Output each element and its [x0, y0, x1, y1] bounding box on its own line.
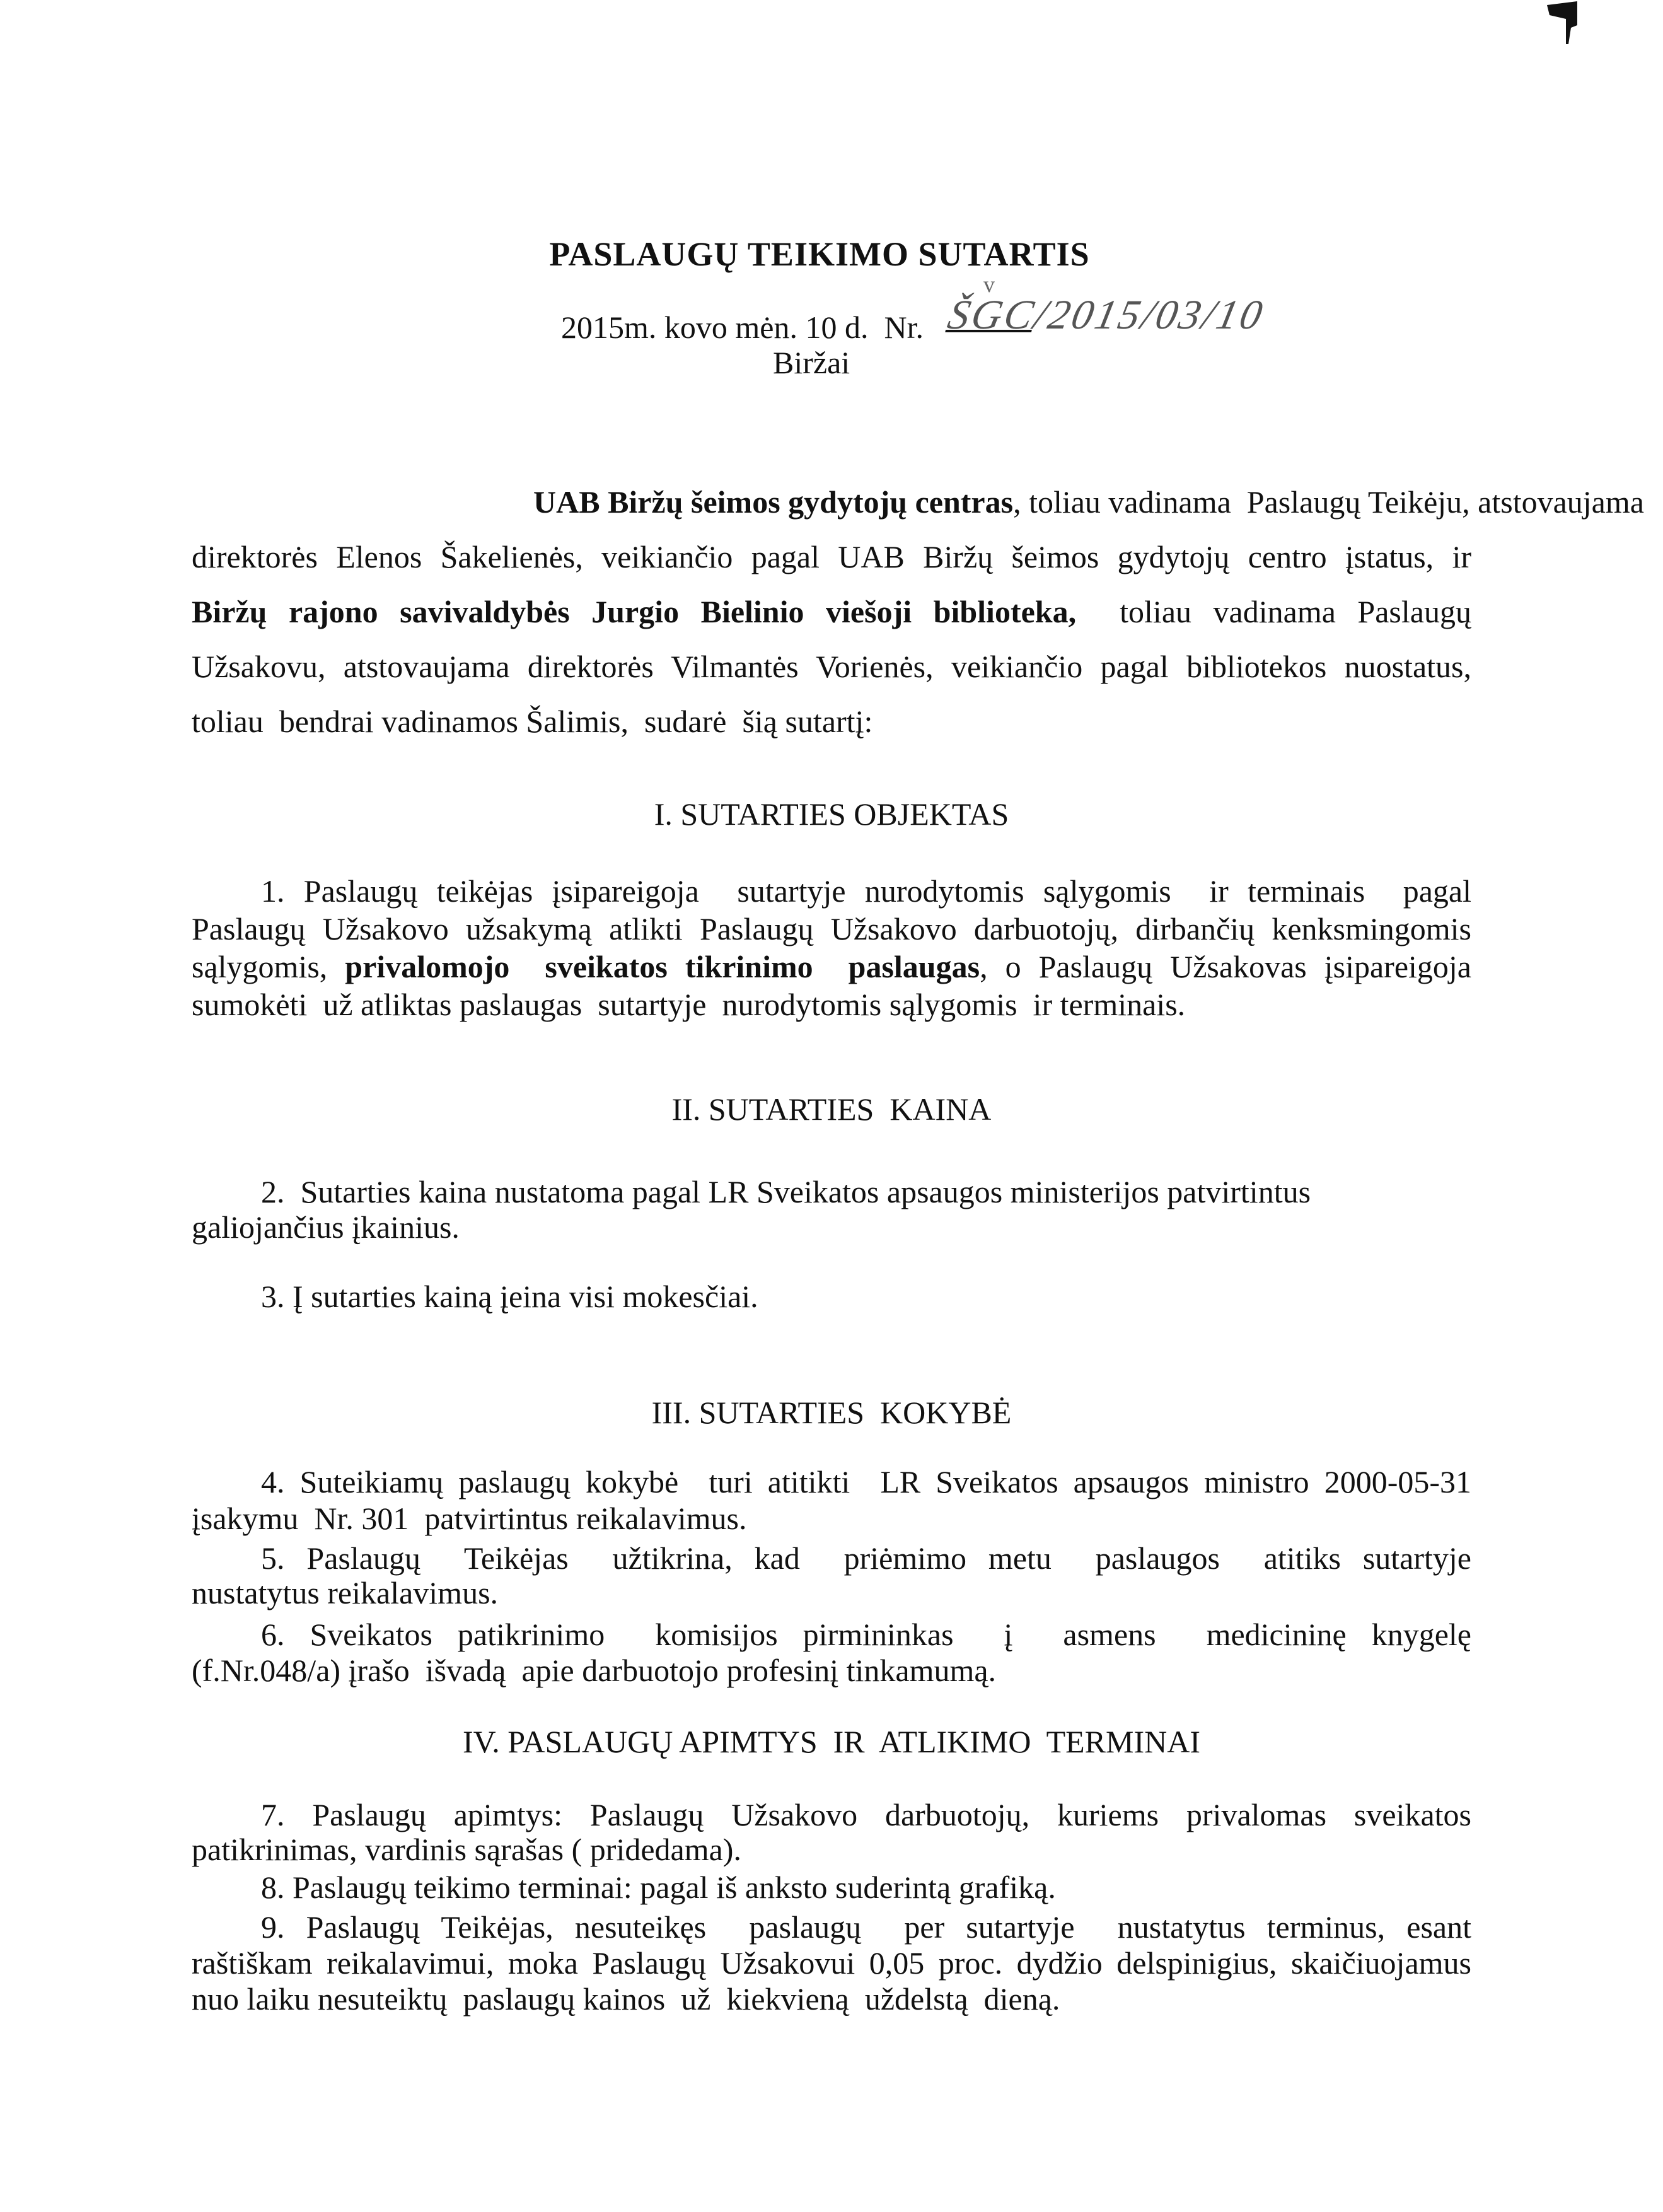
intro-paragraph [192, 475, 1644, 749]
text-segment: raštiškam reikalavimui, moka Paslaugų Užsakovui 0,05 proc. dydžio delspinigius, skaičiuojamus [192, 1945, 1471, 1981]
clause-4 [192, 1464, 1471, 1537]
text-segment: toliau bendrai vadinamos Šalimis, sudarė šią sutartį: [192, 704, 873, 739]
text-line [192, 1576, 1471, 1610]
text-segment: 5. Paslaugų Teikėjas užtikrina, kad priėmimo metu paslaugos atitiks sutartyje [261, 1540, 1471, 1576]
text-segment: Užsakovu, atstovaujama direktorės Vilmantės Vorienės, veikiančio pagal bibliotekos nuostatus, [192, 649, 1471, 684]
text-line [192, 910, 1471, 948]
text-segment: nustatytus reikalavimus. [192, 1575, 499, 1610]
handwritten-number-prefix: ŠGC [944, 292, 1040, 338]
text-line [192, 530, 1471, 585]
text-segment: 2. Sutarties kaina nustatoma pagal LR Sveikatos apsaugos ministerijos patvirtintus [261, 1174, 1311, 1209]
text-line [192, 1981, 1471, 2017]
clause-6 [192, 1617, 1471, 1689]
text-segment: galiojančius įkainius. [192, 1209, 460, 1245]
text-segment: patikrinimas, vardinis sąrašas ( pridedama). [192, 1832, 741, 1867]
text-line [192, 639, 1471, 694]
text-segment: 7. Paslaugų apimtys: Paslaugų Užsakovo darbuotojų, kuriems privalomas sveikatos [261, 1797, 1471, 1832]
clause-3 [192, 1279, 1471, 1314]
text-line [192, 948, 1471, 986]
clause-5 [192, 1541, 1471, 1610]
document-title: PASLAUGŲ TEIKIMO SUTARTIS [549, 235, 1090, 273]
text-line [192, 1832, 1471, 1867]
text-segment: direktorės Elenos Šakelienės, veikiančio pagal UAB Biržų šeimos gydytojų centro įstatus, ir [192, 539, 1471, 574]
text-line [192, 585, 1471, 639]
text-segment: , o Paslaugų Užsakovas įsipareigoja [980, 949, 1471, 984]
text-segment: sumokėti už atliktas paslaugas sutartyje nurodytomis sąlygomis ir terminais. [192, 987, 1186, 1022]
text-line [192, 1209, 1471, 1245]
text-line [192, 1798, 1471, 1832]
text-line [192, 1541, 1471, 1576]
clause-1 [192, 872, 1471, 1023]
text-segment: sąlygomis, [192, 949, 345, 984]
text-segment: 3. Į sutarties kainą įeina visi mokesčiai. [261, 1279, 758, 1314]
text-line [192, 986, 1471, 1023]
bold-text: UAB Biržų šeimos gydytojų centras [533, 484, 1014, 520]
clause-8 [192, 1870, 1471, 1905]
bold-text: privalomojo sveikatos tikrinimo paslaugas [345, 949, 980, 984]
section-heading-4: IV. PASLAUGŲ APIMTYS IR ATLIKIMO TERMINAI [462, 1724, 1201, 1759]
text-line [192, 1617, 1471, 1653]
handwritten-number-rest: /2015/03/10 [1030, 292, 1269, 338]
handwritten-contract-number [944, 291, 1269, 339]
text-segment: (f.Nr.048/a) įrašo išvadą apie darbuotojo profesinį tinkamumą. [192, 1653, 997, 1688]
text-line [192, 1653, 1471, 1689]
text-line [192, 1464, 1471, 1500]
text-line [192, 1945, 1471, 1981]
text-line [192, 1174, 1471, 1209]
text-segment: 9. Paslaugų Teikėjas, nesuteikęs paslaugų per sutartyje nustatytus terminus, esant [261, 1909, 1471, 1945]
section-heading-2: II. SUTARTIES KAINA [671, 1091, 992, 1127]
text-segment: Paslaugų Užsakovo užsakymą atlikti Paslaugų Užsakovo darbuotojų, dirbančių kenksmingomis [192, 911, 1471, 946]
text-line [192, 1870, 1471, 1905]
text-segment: 4. Suteikiamų paslaugų kokybė turi atitikti LR Sveikatos apsaugos ministro 2000-05-31 [261, 1464, 1471, 1499]
text-segment: 1. Paslaugų teikėjas įsipareigoja sutartyje nurodytomis sąlygomis ir terminais pagal [261, 873, 1471, 909]
scan-corner-mark [1541, 0, 1579, 44]
text-line [192, 1279, 1471, 1314]
text-segment: 6. Sveikatos patikrinimo komisijos pirmininkas į asmens medicininę knygelę [261, 1617, 1471, 1652]
clause-7 [192, 1798, 1471, 1867]
text-line [192, 1909, 1471, 1945]
text-segment: įsakymu Nr. 301 patvirtintus reikalavimus. [192, 1501, 747, 1536]
text-line [192, 1500, 1471, 1537]
text-segment: , toliau vadinama Paslaugų Teikėju, atstovaujama [1013, 484, 1644, 520]
text-line [192, 872, 1471, 910]
clause-2 [192, 1174, 1471, 1245]
bold-text: Biržų rajono savivaldybės Jurgio Bielinio viešoji biblioteka, [192, 594, 1077, 629]
text-line [192, 475, 1644, 530]
handwritten-caron-mark: v [983, 272, 995, 297]
text-segment: nuo laiku nesuteiktų paslaugų kainos už kiekvieną uždelstą dieną. [192, 1981, 1060, 2017]
text-segment: toliau vadinama Paslaugų [1076, 594, 1471, 629]
clause-9 [192, 1909, 1471, 2017]
text-line [192, 694, 1471, 749]
contract-city: Biržai [773, 345, 850, 380]
contract-date: 2015m. kovo mėn. 10 d. Nr. [561, 310, 924, 345]
section-heading-3: III. SUTARTIES KOKYBĖ [651, 1395, 1012, 1430]
text-segment: 8. Paslaugų teikimo terminai: pagal iš anksto suderintą grafiką. [261, 1870, 1056, 1905]
section-heading-1: I. SUTARTIES OBJEKTAS [654, 796, 1009, 832]
